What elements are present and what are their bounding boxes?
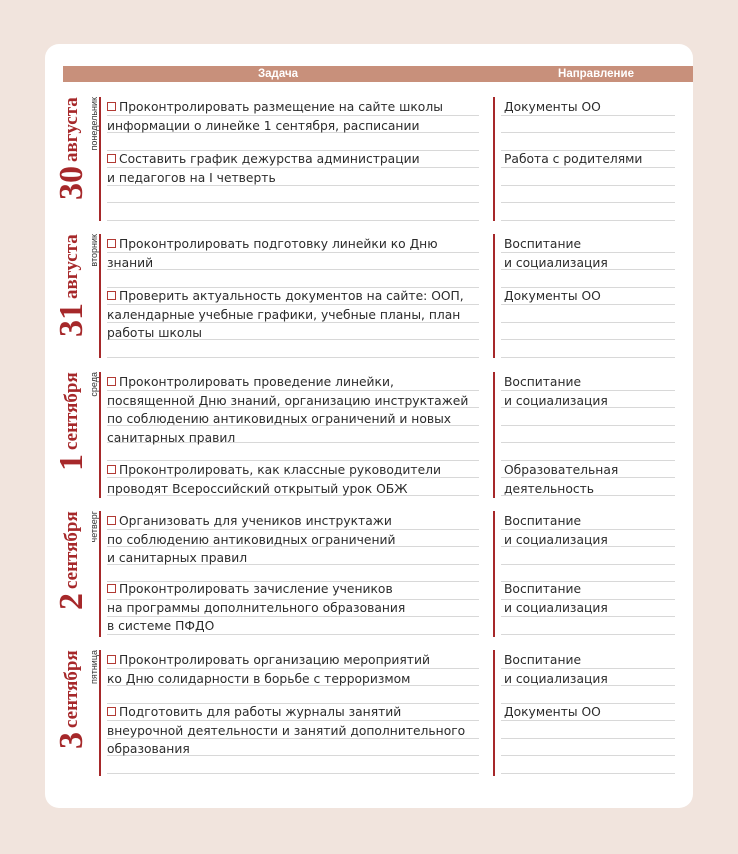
day-month: августа	[61, 97, 82, 162]
task-checkbox[interactable]	[107, 707, 116, 716]
day-accent-bar	[99, 650, 101, 776]
task-text-line: Составить график дежурства администрации	[119, 152, 420, 166]
task-item	[107, 98, 507, 135]
day-number: 30	[53, 165, 90, 200]
direction-text-line: Работа с родителями	[504, 152, 643, 166]
rule-line	[501, 738, 675, 739]
task-text-line: Проконтролировать зачисление учеников	[119, 582, 393, 596]
day-block	[53, 234, 693, 358]
rule-line	[501, 202, 675, 203]
rule-line	[501, 773, 675, 774]
task-item	[107, 287, 507, 343]
day-block	[53, 372, 693, 498]
task-checkbox[interactable]	[107, 377, 116, 386]
task-text-line: санитарных правил	[107, 430, 236, 445]
task-text-line: проводят Всероссийский открытый урок ОБЖ	[107, 481, 408, 496]
rule-line	[501, 425, 675, 426]
task-direction	[504, 287, 684, 306]
task-text-line: в системе ПФДО	[107, 619, 215, 633]
header-direction: Направление	[558, 68, 634, 80]
rule-line	[501, 357, 675, 358]
task-direction	[504, 98, 684, 117]
task-text-line: Проконтролировать размещение на сайте школы	[119, 100, 443, 114]
day-number: 2	[53, 592, 90, 610]
day-month: сентября	[61, 511, 82, 589]
task-item	[107, 651, 507, 688]
task-direction	[504, 703, 684, 722]
task-checkbox[interactable]	[107, 291, 116, 300]
day-weekday: четверг	[89, 511, 99, 543]
direction-text-line: и социализация	[504, 600, 608, 615]
direction-text-line: Документы ОО	[504, 705, 601, 719]
task-text-line: Проверить актуальность документов на сайте: ООП,	[119, 289, 464, 303]
day-date	[53, 372, 90, 498]
task-text-line: Подготовить для работы журналы занятий	[119, 705, 402, 719]
rule-line	[501, 185, 675, 186]
task-text-line: Проконтролировать организацию мероприятий	[119, 653, 430, 667]
day-weekday: понедельник	[89, 97, 99, 151]
task-direction	[504, 150, 684, 169]
task-text-line: информации о линейке 1 сентября, расписании	[107, 118, 420, 133]
rule-line	[107, 357, 479, 358]
day-accent-bar	[99, 511, 101, 637]
direction-text-line: и социализация	[504, 671, 608, 686]
task-text-line: работы школы	[107, 326, 203, 340]
task-checkbox[interactable]	[107, 584, 116, 593]
task-direction	[504, 235, 684, 272]
task-checkbox[interactable]	[107, 516, 116, 525]
task-text-line: календарные учебные графики, учебные планы, план	[107, 307, 461, 322]
task-checkbox[interactable]	[107, 102, 116, 111]
task-text-line: Организовать для учеников инструктажи	[119, 514, 392, 528]
task-item	[107, 235, 507, 272]
rule-line	[501, 322, 675, 323]
task-item	[107, 373, 507, 447]
day-date	[53, 234, 90, 358]
task-text-line: Проконтролировать, как классные руководители	[119, 463, 441, 477]
task-text-line: знаний	[107, 255, 154, 270]
task-item	[107, 703, 507, 759]
task-text-line: и санитарных правил	[107, 551, 248, 565]
task-text-line: образования	[107, 742, 190, 756]
task-text-line: внеурочной деятельности и занятий дополнительного	[107, 723, 466, 738]
day-date	[53, 97, 90, 221]
direction-text-line: и социализация	[504, 393, 608, 408]
direction-text-line: Документы ОО	[504, 100, 601, 114]
direction-text-line: Воспитание	[504, 653, 582, 667]
task-direction	[504, 373, 684, 410]
rule-line	[501, 132, 675, 133]
task-checkbox[interactable]	[107, 239, 116, 248]
day-date	[53, 650, 90, 776]
day-month: августа	[61, 234, 82, 299]
rule-line	[107, 202, 479, 203]
day-number: 31	[53, 302, 90, 337]
direction-text-line: Воспитание	[504, 375, 582, 389]
task-text-line: на программы дополнительного образования	[107, 600, 406, 615]
day-weekday: пятница	[89, 650, 99, 685]
rule-line	[107, 773, 479, 774]
direction-text-line: Воспитание	[504, 237, 582, 251]
task-text-line: и педагогов на I четверть	[107, 170, 276, 185]
task-direction	[504, 651, 684, 688]
day-block	[53, 650, 693, 776]
rule-line	[107, 220, 479, 221]
direction-text-line: деятельность	[504, 481, 595, 496]
task-item	[107, 512, 507, 568]
direction-text-line: Воспитание	[504, 582, 582, 596]
direction-text-line: и социализация	[504, 532, 608, 547]
task-text-line: Проконтролировать подготовку линейки ко Дню	[119, 237, 438, 251]
direction-text-line: Образовательная	[504, 463, 619, 477]
task-item	[107, 580, 507, 636]
day-weekday: среда	[89, 372, 99, 397]
rule-line	[501, 220, 675, 221]
task-checkbox[interactable]	[107, 154, 116, 163]
task-direction	[504, 580, 684, 617]
header-task: Задача	[257, 68, 299, 80]
task-item	[107, 150, 507, 187]
day-number: 3	[53, 731, 90, 749]
task-text-line: ко Дню солидарности в борьбе с терроризмом	[107, 671, 411, 686]
day-accent-bar	[99, 372, 101, 498]
task-text-line: посвященной Дню знаний, организацию инструктажей	[107, 393, 469, 408]
direction-text-line: Документы ОО	[504, 289, 601, 303]
rule-line	[501, 339, 675, 340]
day-month: сентября	[61, 372, 82, 450]
day-block	[53, 97, 693, 221]
task-text-line: Проконтролировать проведение линейки,	[119, 375, 394, 389]
task-text-line: по соблюдению антиковидных ограничений и новых	[107, 412, 452, 426]
rule-line	[501, 564, 675, 565]
direction-text-line: Воспитание	[504, 514, 582, 528]
task-direction	[504, 512, 684, 549]
day-accent-bar	[99, 97, 101, 221]
task-direction	[504, 461, 684, 498]
day-number: 1	[53, 453, 90, 471]
day-date	[53, 511, 90, 637]
direction-text-line: и социализация	[504, 255, 608, 270]
rule-line	[501, 442, 675, 443]
day-weekday: вторник	[89, 234, 99, 267]
table-header	[63, 66, 693, 82]
day-accent-bar	[99, 234, 101, 358]
rule-line	[501, 634, 675, 635]
rule-line	[501, 755, 675, 756]
task-item	[107, 461, 507, 498]
day-month: сентября	[61, 650, 82, 728]
task-text-line: по соблюдению антиковидных ограничений	[107, 532, 396, 547]
task-checkbox[interactable]	[107, 465, 116, 474]
task-checkbox[interactable]	[107, 655, 116, 664]
day-block	[53, 511, 693, 637]
